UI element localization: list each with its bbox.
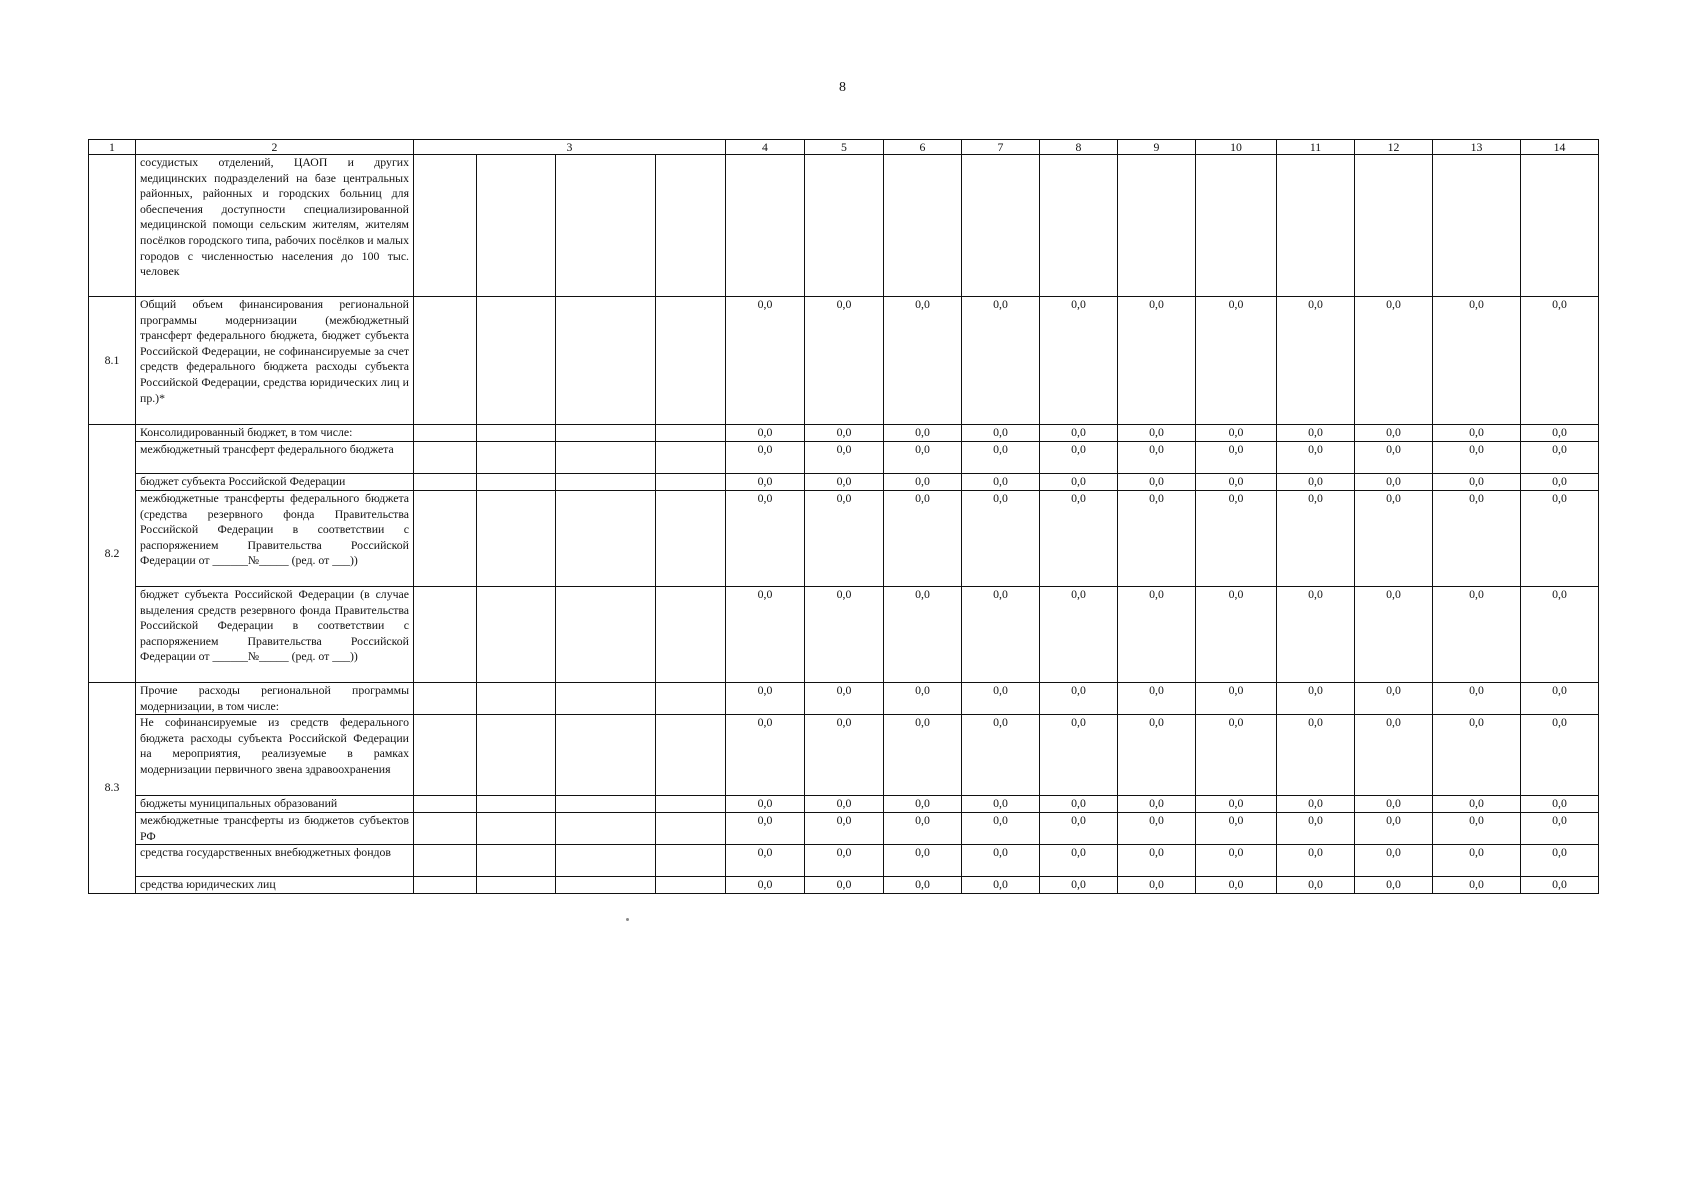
value-cell: 0,0	[726, 587, 805, 683]
value-cell: 0,0	[1118, 442, 1196, 474]
value-cell: 0,0	[1521, 877, 1599, 894]
header-col-9: 9	[1118, 140, 1196, 155]
blank-cell	[414, 155, 477, 297]
header-col-3: 3	[414, 140, 726, 155]
blank-cell	[414, 442, 477, 474]
row-description: Не софинансируемые из средств федерального бюджета расходы субъекта Российской Федерации на мероприятия, реализуемые в рамках модернизации первичного звена здравоохранения	[136, 715, 414, 796]
value-cell: 0,0	[1277, 442, 1355, 474]
blank-cell	[656, 297, 726, 425]
table-row	[89, 587, 1599, 683]
value-cell: 0,0	[1196, 491, 1277, 587]
value-cell: 0,0	[1040, 813, 1118, 845]
blank-cell	[656, 877, 726, 894]
value-cell: 0,0	[1521, 683, 1599, 715]
row-description: бюджет субъекта Российской Федерации	[136, 474, 414, 491]
header-col-7: 7	[962, 140, 1040, 155]
value-cell: 0,0	[726, 425, 805, 442]
row-description: бюджеты муниципальных образований	[136, 796, 414, 813]
value-cell: 0,0	[1118, 297, 1196, 425]
blank-cell	[477, 683, 556, 715]
blank-cell	[556, 155, 656, 297]
value-cell: 0,0	[1521, 474, 1599, 491]
blank-cell	[656, 155, 726, 297]
value-cell: 0,0	[726, 297, 805, 425]
blank-cell	[556, 297, 656, 425]
blank-cell	[556, 425, 656, 442]
row-description: бюджет субъекта Российской Федерации (в случае выделения средств резервного фонда Правительства Российской Федерации в соответствии с распоряжением Правительства Российской Федерации от ______№_____ (ред. от ___))	[136, 587, 414, 683]
value-cell: 0,0	[1521, 442, 1599, 474]
blank-cell	[414, 683, 477, 715]
value-cell: 0,0	[1355, 297, 1433, 425]
value-cell: 0,0	[962, 425, 1040, 442]
blank-cell	[414, 796, 477, 813]
value-cell	[1433, 155, 1521, 297]
value-cell: 0,0	[1277, 877, 1355, 894]
row-description: средства юридических лиц	[136, 877, 414, 894]
value-cell: 0,0	[1040, 796, 1118, 813]
value-cell: 0,0	[1040, 297, 1118, 425]
value-cell	[1521, 155, 1599, 297]
value-cell: 0,0	[1433, 683, 1521, 715]
value-cell: 0,0	[1277, 715, 1355, 796]
financing-table	[88, 139, 1599, 894]
value-cell: 0,0	[884, 796, 962, 813]
header-col-10: 10	[1196, 140, 1277, 155]
table-row	[89, 297, 1599, 425]
value-cell: 0,0	[962, 845, 1040, 877]
blank-cell	[477, 796, 556, 813]
row-description: межбюджетные трансферты из бюджетов субъектов РФ	[136, 813, 414, 845]
blank-cell	[414, 425, 477, 442]
blank-cell	[414, 297, 477, 425]
table-row	[89, 813, 1599, 845]
value-cell: 0,0	[1196, 297, 1277, 425]
value-cell: 0,0	[1277, 425, 1355, 442]
value-cell: 0,0	[805, 442, 884, 474]
blank-cell	[556, 683, 656, 715]
value-cell: 0,0	[1277, 845, 1355, 877]
value-cell: 0,0	[1521, 845, 1599, 877]
value-cell: 0,0	[1433, 491, 1521, 587]
value-cell: 0,0	[1118, 587, 1196, 683]
value-cell: 0,0	[805, 715, 884, 796]
value-cell: 0,0	[1433, 442, 1521, 474]
blank-cell	[414, 491, 477, 587]
value-cell: 0,0	[1433, 813, 1521, 845]
section-number-cell	[89, 155, 136, 297]
table-header-row	[89, 140, 1599, 155]
header-col-1: 1	[89, 140, 136, 155]
section-number-cell: 8.1	[89, 297, 136, 425]
value-cell: 0,0	[1355, 796, 1433, 813]
value-cell: 0,0	[1196, 474, 1277, 491]
value-cell: 0,0	[1433, 474, 1521, 491]
value-cell: 0,0	[805, 474, 884, 491]
value-cell: 0,0	[726, 845, 805, 877]
table-row	[89, 796, 1599, 813]
blank-cell	[477, 425, 556, 442]
value-cell: 0,0	[962, 813, 1040, 845]
value-cell: 0,0	[805, 297, 884, 425]
blank-cell	[556, 442, 656, 474]
value-cell: 0,0	[1196, 845, 1277, 877]
value-cell: 0,0	[1521, 297, 1599, 425]
value-cell: 0,0	[726, 683, 805, 715]
table-row	[89, 474, 1599, 491]
value-cell: 0,0	[1118, 845, 1196, 877]
blank-cell	[656, 442, 726, 474]
value-cell: 0,0	[805, 683, 884, 715]
blank-cell	[556, 587, 656, 683]
value-cell: 0,0	[726, 491, 805, 587]
header-col-12: 12	[1355, 140, 1433, 155]
value-cell: 0,0	[1118, 813, 1196, 845]
header-col-14: 14	[1521, 140, 1599, 155]
header-col-13: 13	[1433, 140, 1521, 155]
value-cell: 0,0	[1521, 715, 1599, 796]
value-cell: 0,0	[1277, 587, 1355, 683]
header-col-5: 5	[805, 140, 884, 155]
blank-cell	[656, 715, 726, 796]
value-cell: 0,0	[1433, 715, 1521, 796]
value-cell: 0,0	[1521, 587, 1599, 683]
value-cell: 0,0	[726, 796, 805, 813]
blank-cell	[477, 587, 556, 683]
scan-speck	[626, 918, 629, 921]
value-cell: 0,0	[1277, 491, 1355, 587]
value-cell: 0,0	[884, 683, 962, 715]
value-cell: 0,0	[1521, 813, 1599, 845]
blank-cell	[556, 491, 656, 587]
value-cell: 0,0	[1040, 877, 1118, 894]
table-row	[89, 491, 1599, 587]
blank-cell	[414, 845, 477, 877]
value-cell: 0,0	[1196, 813, 1277, 845]
value-cell: 0,0	[1277, 683, 1355, 715]
section-number-cell: 8.3	[89, 683, 136, 894]
value-cell: 0,0	[884, 297, 962, 425]
value-cell	[726, 155, 805, 297]
value-cell: 0,0	[884, 474, 962, 491]
value-cell: 0,0	[962, 796, 1040, 813]
value-cell: 0,0	[962, 442, 1040, 474]
value-cell: 0,0	[1118, 715, 1196, 796]
blank-cell	[556, 796, 656, 813]
value-cell	[805, 155, 884, 297]
value-cell	[1040, 155, 1118, 297]
value-cell: 0,0	[1355, 474, 1433, 491]
row-description: межбюджетный трансферт федерального бюджета	[136, 442, 414, 474]
value-cell: 0,0	[1118, 683, 1196, 715]
value-cell: 0,0	[805, 813, 884, 845]
value-cell: 0,0	[962, 474, 1040, 491]
value-cell: 0,0	[1196, 715, 1277, 796]
value-cell	[1196, 155, 1277, 297]
table-row	[89, 442, 1599, 474]
value-cell: 0,0	[1433, 845, 1521, 877]
header-col-2: 2	[136, 140, 414, 155]
row-description: Прочие расходы региональной программы модернизации, в том числе:	[136, 683, 414, 715]
value-cell: 0,0	[726, 813, 805, 845]
value-cell: 0,0	[1521, 425, 1599, 442]
value-cell: 0,0	[1521, 491, 1599, 587]
blank-cell	[477, 715, 556, 796]
value-cell: 0,0	[884, 877, 962, 894]
value-cell: 0,0	[1277, 813, 1355, 845]
blank-cell	[477, 155, 556, 297]
value-cell: 0,0	[1040, 715, 1118, 796]
value-cell: 0,0	[1433, 587, 1521, 683]
blank-cell	[477, 845, 556, 877]
table-row	[89, 877, 1599, 894]
value-cell: 0,0	[1521, 796, 1599, 813]
value-cell: 0,0	[805, 425, 884, 442]
value-cell: 0,0	[1118, 425, 1196, 442]
value-cell	[1355, 155, 1433, 297]
value-cell: 0,0	[1040, 425, 1118, 442]
value-cell: 0,0	[884, 587, 962, 683]
blank-cell	[656, 491, 726, 587]
blank-cell	[477, 491, 556, 587]
value-cell: 0,0	[1196, 877, 1277, 894]
value-cell: 0,0	[962, 877, 1040, 894]
blank-cell	[556, 813, 656, 845]
value-cell: 0,0	[1040, 845, 1118, 877]
row-description: Общий объем финансирования региональной программы модернизации (межбюджетный трансферт федерального бюджета, бюджет субъекта Российской Федерации, не софинансируемые за счет средств федерального бюджета расходы субъекта Российской Федерации, средства юридических лиц и пр.)*	[136, 297, 414, 425]
blank-cell	[656, 587, 726, 683]
value-cell: 0,0	[884, 442, 962, 474]
value-cell: 0,0	[1118, 474, 1196, 491]
table-row	[89, 845, 1599, 877]
blank-cell	[414, 813, 477, 845]
value-cell: 0,0	[805, 877, 884, 894]
value-cell: 0,0	[1355, 683, 1433, 715]
blank-cell	[477, 877, 556, 894]
value-cell: 0,0	[726, 715, 805, 796]
blank-cell	[656, 474, 726, 491]
value-cell: 0,0	[805, 587, 884, 683]
value-cell: 0,0	[1355, 491, 1433, 587]
value-cell: 0,0	[1118, 877, 1196, 894]
value-cell: 0,0	[1196, 683, 1277, 715]
value-cell: 0,0	[884, 845, 962, 877]
value-cell: 0,0	[805, 845, 884, 877]
blank-cell	[656, 683, 726, 715]
value-cell: 0,0	[1433, 425, 1521, 442]
value-cell	[1277, 155, 1355, 297]
page-number: 8	[839, 80, 846, 95]
value-cell: 0,0	[1118, 796, 1196, 813]
value-cell: 0,0	[962, 587, 1040, 683]
value-cell: 0,0	[884, 491, 962, 587]
value-cell: 0,0	[962, 715, 1040, 796]
value-cell: 0,0	[1196, 796, 1277, 813]
blank-cell	[656, 845, 726, 877]
header-col-4: 4	[726, 140, 805, 155]
blank-cell	[477, 474, 556, 491]
value-cell: 0,0	[962, 491, 1040, 587]
value-cell: 0,0	[1040, 491, 1118, 587]
value-cell: 0,0	[726, 877, 805, 894]
table-row	[89, 683, 1599, 715]
value-cell: 0,0	[884, 425, 962, 442]
row-description: сосудистых отделений, ЦАОП и других медицинских подразделений на базе центральных районных, районных и городских больниц для обеспечения доступности специализированной медицинской помощи сельским жителям, жителям посёлков городского типа, рабочих посёлков и малых городов с численностью населения до 100 тыс. человек	[136, 155, 414, 297]
value-cell: 0,0	[884, 715, 962, 796]
blank-cell	[556, 877, 656, 894]
blank-cell	[556, 474, 656, 491]
value-cell: 0,0	[1355, 587, 1433, 683]
value-cell: 0,0	[726, 442, 805, 474]
value-cell: 0,0	[1040, 442, 1118, 474]
value-cell: 0,0	[1118, 491, 1196, 587]
row-description: Консолидированный бюджет, в том числе:	[136, 425, 414, 442]
value-cell: 0,0	[1355, 813, 1433, 845]
blank-cell	[414, 715, 477, 796]
blank-cell	[414, 877, 477, 894]
blank-cell	[477, 297, 556, 425]
value-cell: 0,0	[1355, 845, 1433, 877]
blank-cell	[656, 813, 726, 845]
value-cell: 0,0	[1433, 297, 1521, 425]
section-number-cell: 8.2	[89, 425, 136, 683]
value-cell: 0,0	[1355, 715, 1433, 796]
header-col-8: 8	[1040, 140, 1118, 155]
value-cell: 0,0	[1196, 442, 1277, 474]
header-col-11: 11	[1277, 140, 1355, 155]
blank-cell	[477, 813, 556, 845]
value-cell: 0,0	[1433, 877, 1521, 894]
value-cell: 0,0	[1433, 796, 1521, 813]
value-cell: 0,0	[1196, 587, 1277, 683]
blank-cell	[477, 442, 556, 474]
value-cell: 0,0	[1040, 683, 1118, 715]
value-cell: 0,0	[962, 297, 1040, 425]
blank-cell	[414, 474, 477, 491]
blank-cell	[556, 845, 656, 877]
value-cell: 0,0	[805, 491, 884, 587]
blank-cell	[656, 425, 726, 442]
value-cell: 0,0	[884, 813, 962, 845]
blank-cell	[556, 715, 656, 796]
value-cell: 0,0	[1040, 587, 1118, 683]
value-cell	[1118, 155, 1196, 297]
table-row	[89, 155, 1599, 297]
value-cell: 0,0	[962, 683, 1040, 715]
value-cell: 0,0	[1277, 796, 1355, 813]
blank-cell	[414, 587, 477, 683]
value-cell: 0,0	[1277, 297, 1355, 425]
value-cell: 0,0	[1196, 425, 1277, 442]
value-cell: 0,0	[805, 796, 884, 813]
header-col-6: 6	[884, 140, 962, 155]
table-row	[89, 715, 1599, 796]
value-cell: 0,0	[726, 474, 805, 491]
value-cell: 0,0	[1277, 474, 1355, 491]
blank-cell	[656, 796, 726, 813]
value-cell	[962, 155, 1040, 297]
value-cell: 0,0	[1355, 442, 1433, 474]
value-cell	[884, 155, 962, 297]
value-cell: 0,0	[1355, 877, 1433, 894]
value-cell: 0,0	[1040, 474, 1118, 491]
table-row	[89, 425, 1599, 442]
row-description: межбюджетные трансферты федерального бюджета (средства резервного фонда Правительства Российской Федерации в соответствии с распоряжением Правительства Российской Федерации от ______№_____ (ред. от ___))	[136, 491, 414, 587]
row-description: средства государственных внебюджетных фондов	[136, 845, 414, 877]
value-cell: 0,0	[1355, 425, 1433, 442]
